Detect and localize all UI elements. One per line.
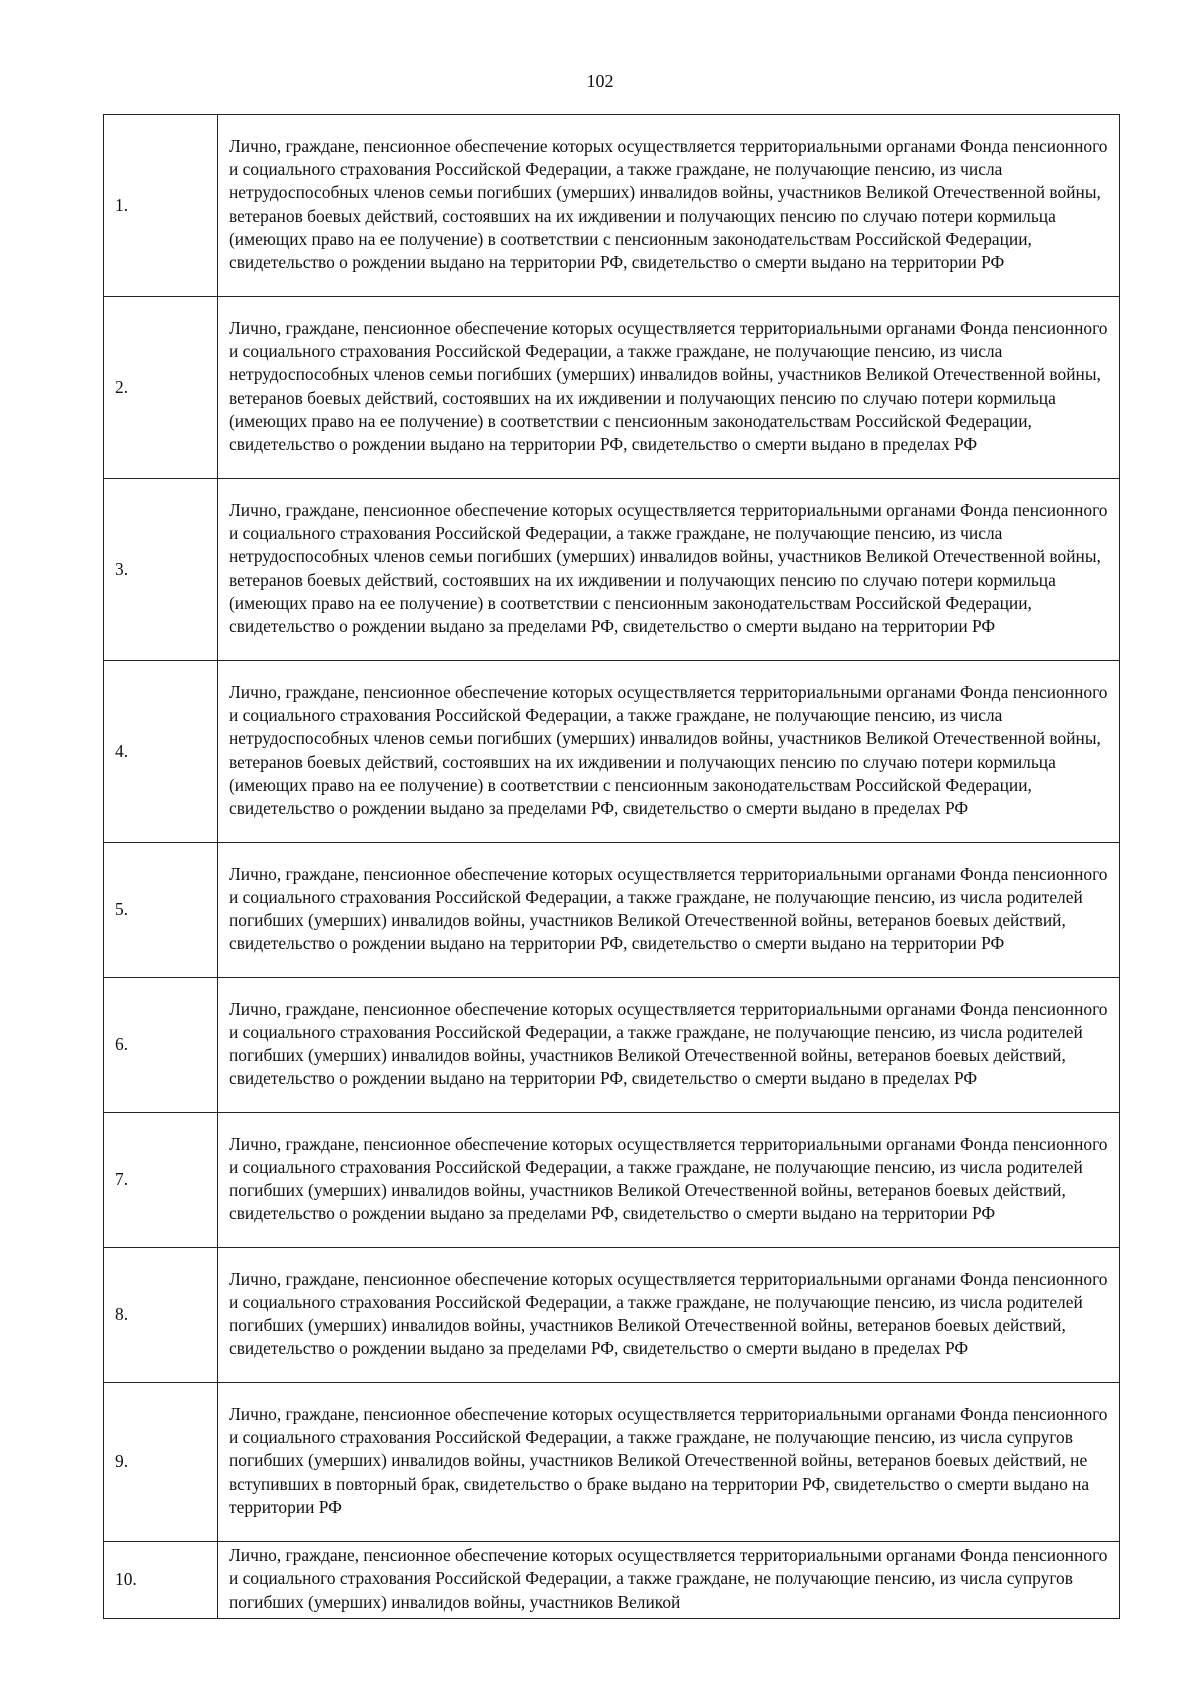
row-number: 6. xyxy=(104,978,218,1113)
row-text: Лично, граждане, пенсионное обеспечение которых осуществляется территориальными органами Фонда пенсионного и социального страхования Российской Федерации, а также граждане, не получающие пенсию, из числа нетрудоспособных членов семьи погибших (умерших) инвалидов войны, участников Великой Отечественной войны, ветеранов боевых действий, состоявших на их иждивении и получающих пенсию по случаю потери кормильца (имеющих право на ее получение) в соответствии с пенсионным законодательствам Российской Федерации, свидетельство о рождении выдано за пределами РФ, свидетельство о смерти выдано в пределах РФ xyxy=(218,661,1120,843)
row-number: 1. xyxy=(104,115,218,297)
table-row xyxy=(104,1542,1120,1619)
row-number: 9. xyxy=(104,1383,218,1542)
table-row xyxy=(104,297,1120,479)
table-row xyxy=(104,843,1120,978)
table-row xyxy=(104,479,1120,661)
row-number: 8. xyxy=(104,1248,218,1383)
row-text: Лично, граждане, пенсионное обеспечение которых осуществляется территориальными органами Фонда пенсионного и социального страхования Российской Федерации, а также граждане, не получающие пенсию, из числа нетрудоспособных членов семьи погибших (умерших) инвалидов войны, участников Великой Отечественной войны, ветеранов боевых действий, состоявших на их иждивении и получающих пенсию по случаю потери кормильца (имеющих право на ее получение) в соответствии с пенсионным законодательствам Российской Федерации, свидетельство о рождении выдано на территории РФ, свидетельство о смерти выдано в пределах РФ xyxy=(218,297,1120,479)
row-text: Лично, граждане, пенсионное обеспечение которых осуществляется территориальными органами Фонда пенсионного и социального страхования Российской Федерации, а также граждане, не получающие пенсию, из числа родителей погибших (умерших) инвалидов войны, участников Великой Отечественной войны, ветеранов боевых действий, свидетельство о рождении выдано за пределами РФ, свидетельство о смерти выдано на территории РФ xyxy=(218,1113,1120,1248)
row-number: 3. xyxy=(104,479,218,661)
row-number: 5. xyxy=(104,843,218,978)
document-table xyxy=(103,114,1120,1619)
row-text: Лично, граждане, пенсионное обеспечение которых осуществляется территориальными органами Фонда пенсионного и социального страхования Российской Федерации, а также граждане, не получающие пенсию, из числа супругов погибших (умерших) инвалидов войны, участников Великой Отечественной войны, ветеранов боевых действий, не вступивших в повторный брак, свидетельство о браке выдано на территории РФ, свидетельство о смерти выдано на территории РФ xyxy=(218,1383,1120,1542)
table-row xyxy=(104,978,1120,1113)
row-text: Лично, граждане, пенсионное обеспечение которых осуществляется территориальными органами Фонда пенсионного и социального страхования Российской Федерации, а также граждане, не получающие пенсию, из числа родителей погибших (умерших) инвалидов войны, участников Великой Отечественной войны, ветеранов боевых действий, свидетельство о рождении выдано на территории РФ, свидетельство о смерти выдано в пределах РФ xyxy=(218,978,1120,1113)
table-row xyxy=(104,1248,1120,1383)
table-row xyxy=(104,115,1120,297)
row-number: 2. xyxy=(104,297,218,479)
row-number: 10. xyxy=(104,1542,218,1619)
page-number: 102 xyxy=(586,71,614,91)
table-row xyxy=(104,1383,1120,1542)
row-text: Лично, граждане, пенсионное обеспечение которых осуществляется территориальными органами Фонда пенсионного и социального страхования Российской Федерации, а также граждане, не получающие пенсию, из числа супругов погибших (умерших) инвалидов войны, участников Великой xyxy=(218,1542,1120,1619)
table-row xyxy=(104,1113,1120,1248)
table-row xyxy=(104,661,1120,843)
row-text: Лично, граждане, пенсионное обеспечение которых осуществляется территориальными органами Фонда пенсионного и социального страхования Российской Федерации, а также граждане, не получающие пенсию, из числа родителей погибших (умерших) инвалидов войны, участников Великой Отечественной войны, ветеранов боевых действий, свидетельство о рождении выдано на территории РФ, свидетельство о смерти выдано на территории РФ xyxy=(218,843,1120,978)
row-number: 7. xyxy=(104,1113,218,1248)
row-text: Лично, граждане, пенсионное обеспечение которых осуществляется территориальными органами Фонда пенсионного и социального страхования Российской Федерации, а также граждане, не получающие пенсию, из числа нетрудоспособных членов семьи погибших (умерших) инвалидов войны, участников Великой Отечественной войны, ветеранов боевых действий, состоявших на их иждивении и получающих пенсию по случаю потери кормильца (имеющих право на ее получение) в соответствии с пенсионным законодательствам Российской Федерации, свидетельство о рождении выдано за пределами РФ, свидетельство о смерти выдано на территории РФ xyxy=(218,479,1120,661)
row-text: Лично, граждане, пенсионное обеспечение которых осуществляется территориальными органами Фонда пенсионного и социального страхования Российской Федерации, а также граждане, не получающие пенсию, из числа нетрудоспособных членов семьи погибших (умерших) инвалидов войны, участников Великой Отечественной войны, ветеранов боевых действий, состоявших на их иждивении и получающих пенсию по случаю потери кормильца (имеющих право на ее получение) в соответствии с пенсионным законодательствам Российской Федерации, свидетельство о рождении выдано на территории РФ, свидетельство о смерти выдано на территории РФ xyxy=(218,115,1120,297)
row-number: 4. xyxy=(104,661,218,843)
row-text: Лично, граждане, пенсионное обеспечение которых осуществляется территориальными органами Фонда пенсионного и социального страхования Российской Федерации, а также граждане, не получающие пенсию, из числа родителей погибших (умерших) инвалидов войны, участников Великой Отечественной войны, ветеранов боевых действий, свидетельство о рождении выдано за пределами РФ, свидетельство о смерти выдано в пределах РФ xyxy=(218,1248,1120,1383)
